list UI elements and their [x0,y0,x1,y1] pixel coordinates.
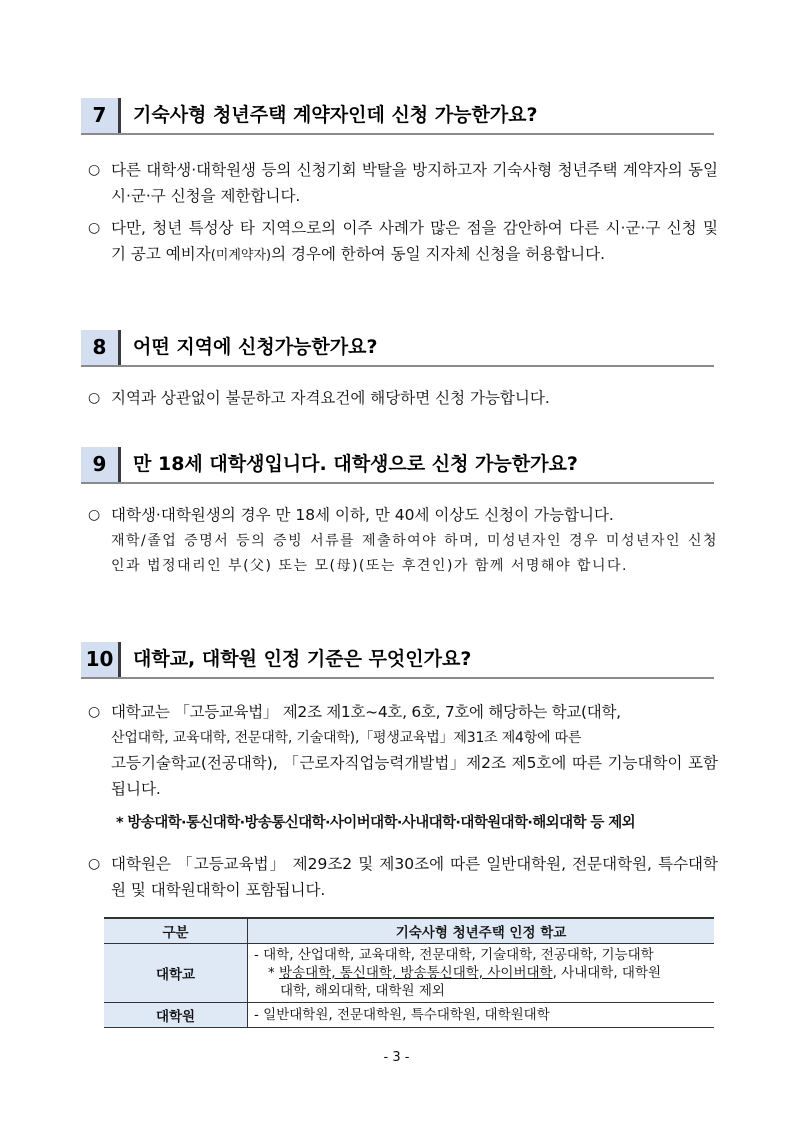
row-label: 대학교 [104,944,248,1003]
table-header-row [104,918,714,944]
row-content: - 일반대학원, 전문대학원, 특수대학원, 대학원대학 [254,1007,550,1023]
list-item [88,852,718,903]
section-8-header [81,330,714,367]
bullet-icon: ○ [88,390,101,406]
list-item [88,503,718,580]
table-row [104,1003,714,1028]
exclusion-note: * 방송대학·통신대학·방송통신대학·사이버대학·사내대학·대학원대학·해외대학 등 제외 [116,815,636,831]
paragraph: 다만, 청년 특성상 타 지역으로의 이주 사례가 많은 점을 감안하여 다른 시·군·구 신청 및 기 공고 예비자(미계약자)의 경우에 한하여 동일 지자체 신청을 허용합니다. [111,219,718,263]
section-title: 기숙사형 청년주택 계약자인데 신청 가능한가요? [133,104,538,126]
paragraph: 대학생·대학원생의 경우 만 18세 이하, 만 40세 이상도 신청이 가능합니다. 재학/졸업 증명서 등의 증빙 서류를 제출하여야 하며, 미성년자인 경우 미성년자인 신청인과 법정대리인 부(父) 또는 모(母)(또는 후견인)가 함께 서명해야 합니다. [111,506,718,574]
section-number: 8 [81,330,121,365]
paragraph: 다른 대학생·대학원생 등의 신청기회 박탈을 방지하고자 기숙사형 청년주택 계약자의 동일 시·군·구 신청을 제한합니다. [111,161,718,205]
paragraph: 지역과 상관없이 불문하고 자격요건에 해당하면 신청 가능합니다. [111,389,550,407]
section-number: 7 [81,98,121,133]
section-7-header [81,98,714,135]
column-header: 구분 [104,918,248,944]
section-title: 어떤 지역에 신청가능한가요? [133,336,378,358]
column-header: 기숙사형 청년주택 인정 학교 [248,918,715,944]
section-title: 대학교, 대학원 인정 기준은 무엇인가요? [133,648,472,670]
list-item [88,216,718,268]
row-content: - 대학, 산업대학, 교육대학, 전문대학, 기술대학, 전공대학, 기능대학 * 방송대학, 통신대학, 방송통신대학, 사이버대학, 사내대학, 대학원 대학, 해외대학, 대학원 제외 [254,947,662,999]
table-row [104,944,714,1003]
bullet-icon: ○ [88,220,101,236]
section-10-header [81,642,714,679]
bullet-icon: ○ [88,704,101,720]
bullet-icon: ○ [88,162,101,178]
row-label: 대학원 [104,1003,248,1028]
section-title: 만 18세 대학생입니다. 대학생으로 신청 가능한가요? [133,453,578,475]
list-item [88,386,718,412]
criteria-table [104,917,714,1028]
bullet-icon: ○ [88,856,101,872]
list-item [88,700,718,802]
list-item [88,158,718,209]
paragraph: 대학교는 「고등교육법」 제2조 제1호~4호, 6호, 7호에 해당하는 학교(대학, 산업대학, 교육대학, 전문대학, 기술대학),「평생교육법」제31조 제4항에 따른 고등기술학교(전공대학), 「근로자직업능력개발법」제2조 제5호에 따른 기능대학이 포함됩니다. [111,703,718,798]
section-number: 10 [81,642,121,677]
bullet-icon: ○ [88,507,101,523]
page-number: - 3 - [383,1050,410,1065]
section-number: 9 [81,447,121,482]
paragraph: 대학원은 「고등교육법」 제29조2 및 제30조에 따른 일반대학원, 전문대학원, 특수대학원 및 대학원대학이 포함됩니다. [111,855,718,899]
section-9-header [81,447,714,484]
